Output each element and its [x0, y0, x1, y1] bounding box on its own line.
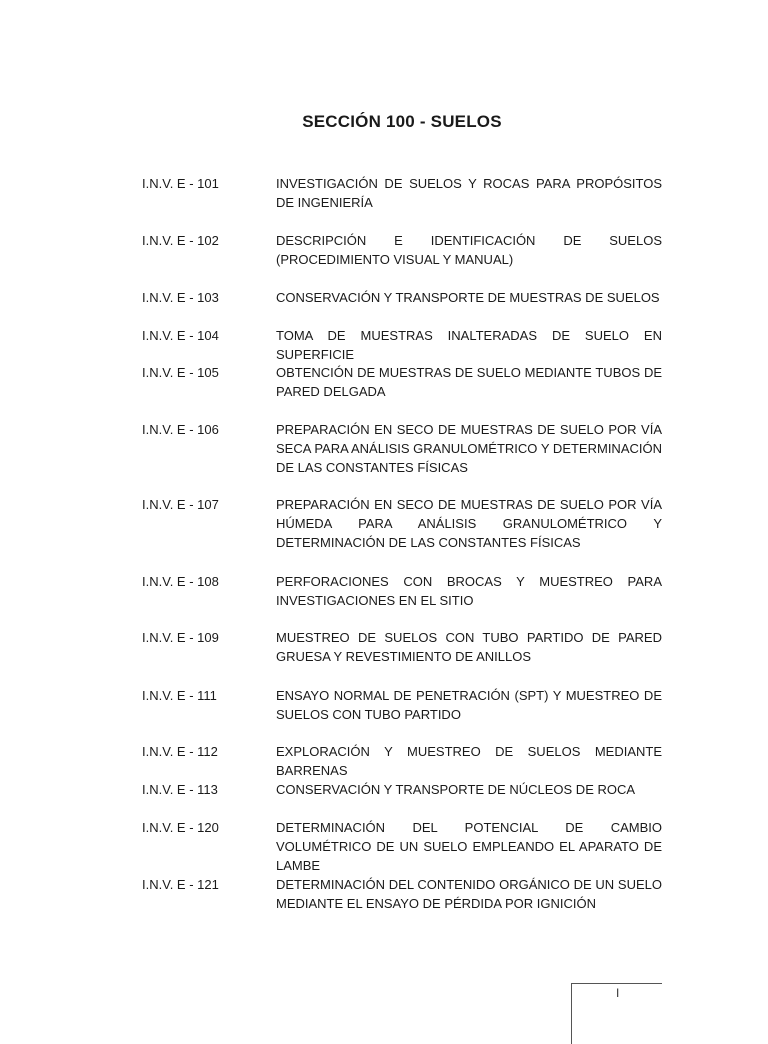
standard-description: ENSAYO NORMAL DE PENETRACIÓN (SPT) Y MUESTREO DE SUELOS CON TUBO PARTIDO: [276, 688, 662, 722]
standard-code: I.N.V. E - 111: [142, 688, 217, 703]
standard-description: DETERMINACIÓN DEL CONTENIDO ORGÁNICO DE UN SUELO MEDIANTE EL ENSAYO DE PÉRDIDA POR IGNICIÓN: [276, 877, 662, 911]
standard-code: I.N.V. E - 108: [142, 574, 219, 589]
standard-code: I.N.V. E - 105: [142, 365, 219, 380]
standard-description: MUESTREO DE SUELOS CON TUBO PARTIDO DE PARED GRUESA Y REVESTIMIENTO DE ANILLOS: [276, 630, 662, 664]
standard-code: I.N.V. E - 112: [142, 744, 218, 759]
list-item: [142, 363, 662, 401]
list-item: [142, 326, 662, 364]
list-item: [142, 495, 662, 552]
standard-code: I.N.V. E - 121: [142, 877, 219, 892]
page-number: I: [616, 986, 620, 1000]
standard-code: I.N.V. E - 102: [142, 233, 219, 248]
standard-description: INVESTIGACIÓN DE SUELOS Y ROCAS PARA PROPÓSITOS DE INGENIERÍA: [276, 176, 662, 210]
list-item: [142, 288, 662, 307]
standard-description: DESCRIPCIÓN E IDENTIFICACIÓN DE SUELOS (PROCEDIMIENTO VISUAL Y MANUAL): [276, 233, 662, 267]
list-item: [142, 780, 662, 799]
list-item: [142, 628, 662, 666]
standard-description: PREPARACIÓN EN SECO DE MUESTRAS DE SUELO POR VÍA HÚMEDA PARA ANÁLISIS GRANULOMÉTRICO Y DETERMINACIÓN DE LAS CONSTANTES FÍSICAS: [276, 497, 662, 550]
standard-code: I.N.V. E - 106: [142, 422, 219, 437]
page-footer: [571, 983, 662, 1044]
page-title: SECCIÓN 100 - SUELOS: [302, 112, 502, 131]
standard-description: DETERMINACIÓN DEL POTENCIAL DE CAMBIO VOLUMÉTRICO DE UN SUELO EMPLEANDO EL APARATO DE LAMBE: [276, 820, 662, 873]
standard-code: I.N.V. E - 113: [142, 782, 218, 797]
standard-description: TOMA DE MUESTRAS INALTERADAS DE SUELO EN SUPERFICIE: [276, 328, 662, 362]
list-item: [142, 818, 662, 875]
list-item: [142, 420, 662, 477]
standard-code: I.N.V. E - 109: [142, 630, 219, 645]
standard-description: CONSERVACIÓN Y TRANSPORTE DE MUESTRAS DE SUELOS: [276, 290, 660, 305]
standard-code: I.N.V. E - 101: [142, 176, 219, 191]
standard-description: PREPARACIÓN EN SECO DE MUESTRAS DE SUELO POR VÍA SECA PARA ANÁLISIS GRANULOMÉTRICO Y DETERMINACIÓN DE LAS CONSTANTES FÍSICAS: [276, 422, 662, 475]
list-item: [142, 742, 662, 780]
standard-code: I.N.V. E - 107: [142, 497, 219, 512]
list-item: [142, 686, 662, 724]
list-item: [142, 231, 662, 269]
standard-description: CONSERVACIÓN Y TRANSPORTE DE NÚCLEOS DE ROCA: [276, 782, 636, 797]
list-item: [142, 875, 662, 913]
standard-description: PERFORACIONES CON BROCAS Y MUESTREO PARA INVESTIGACIONES EN EL SITIO: [276, 574, 662, 608]
standard-description: OBTENCIÓN DE MUESTRAS DE SUELO MEDIANTE TUBOS DE PARED DELGADA: [276, 365, 662, 399]
list-item: [142, 174, 662, 212]
standard-code: I.N.V. E - 103: [142, 290, 219, 305]
standard-description: EXPLORACIÓN Y MUESTREO DE SUELOS MEDIANTE BARRENAS: [276, 744, 662, 778]
list-item: [142, 572, 662, 610]
standard-code: I.N.V. E - 104: [142, 328, 219, 343]
standard-code: I.N.V. E - 120: [142, 820, 219, 835]
